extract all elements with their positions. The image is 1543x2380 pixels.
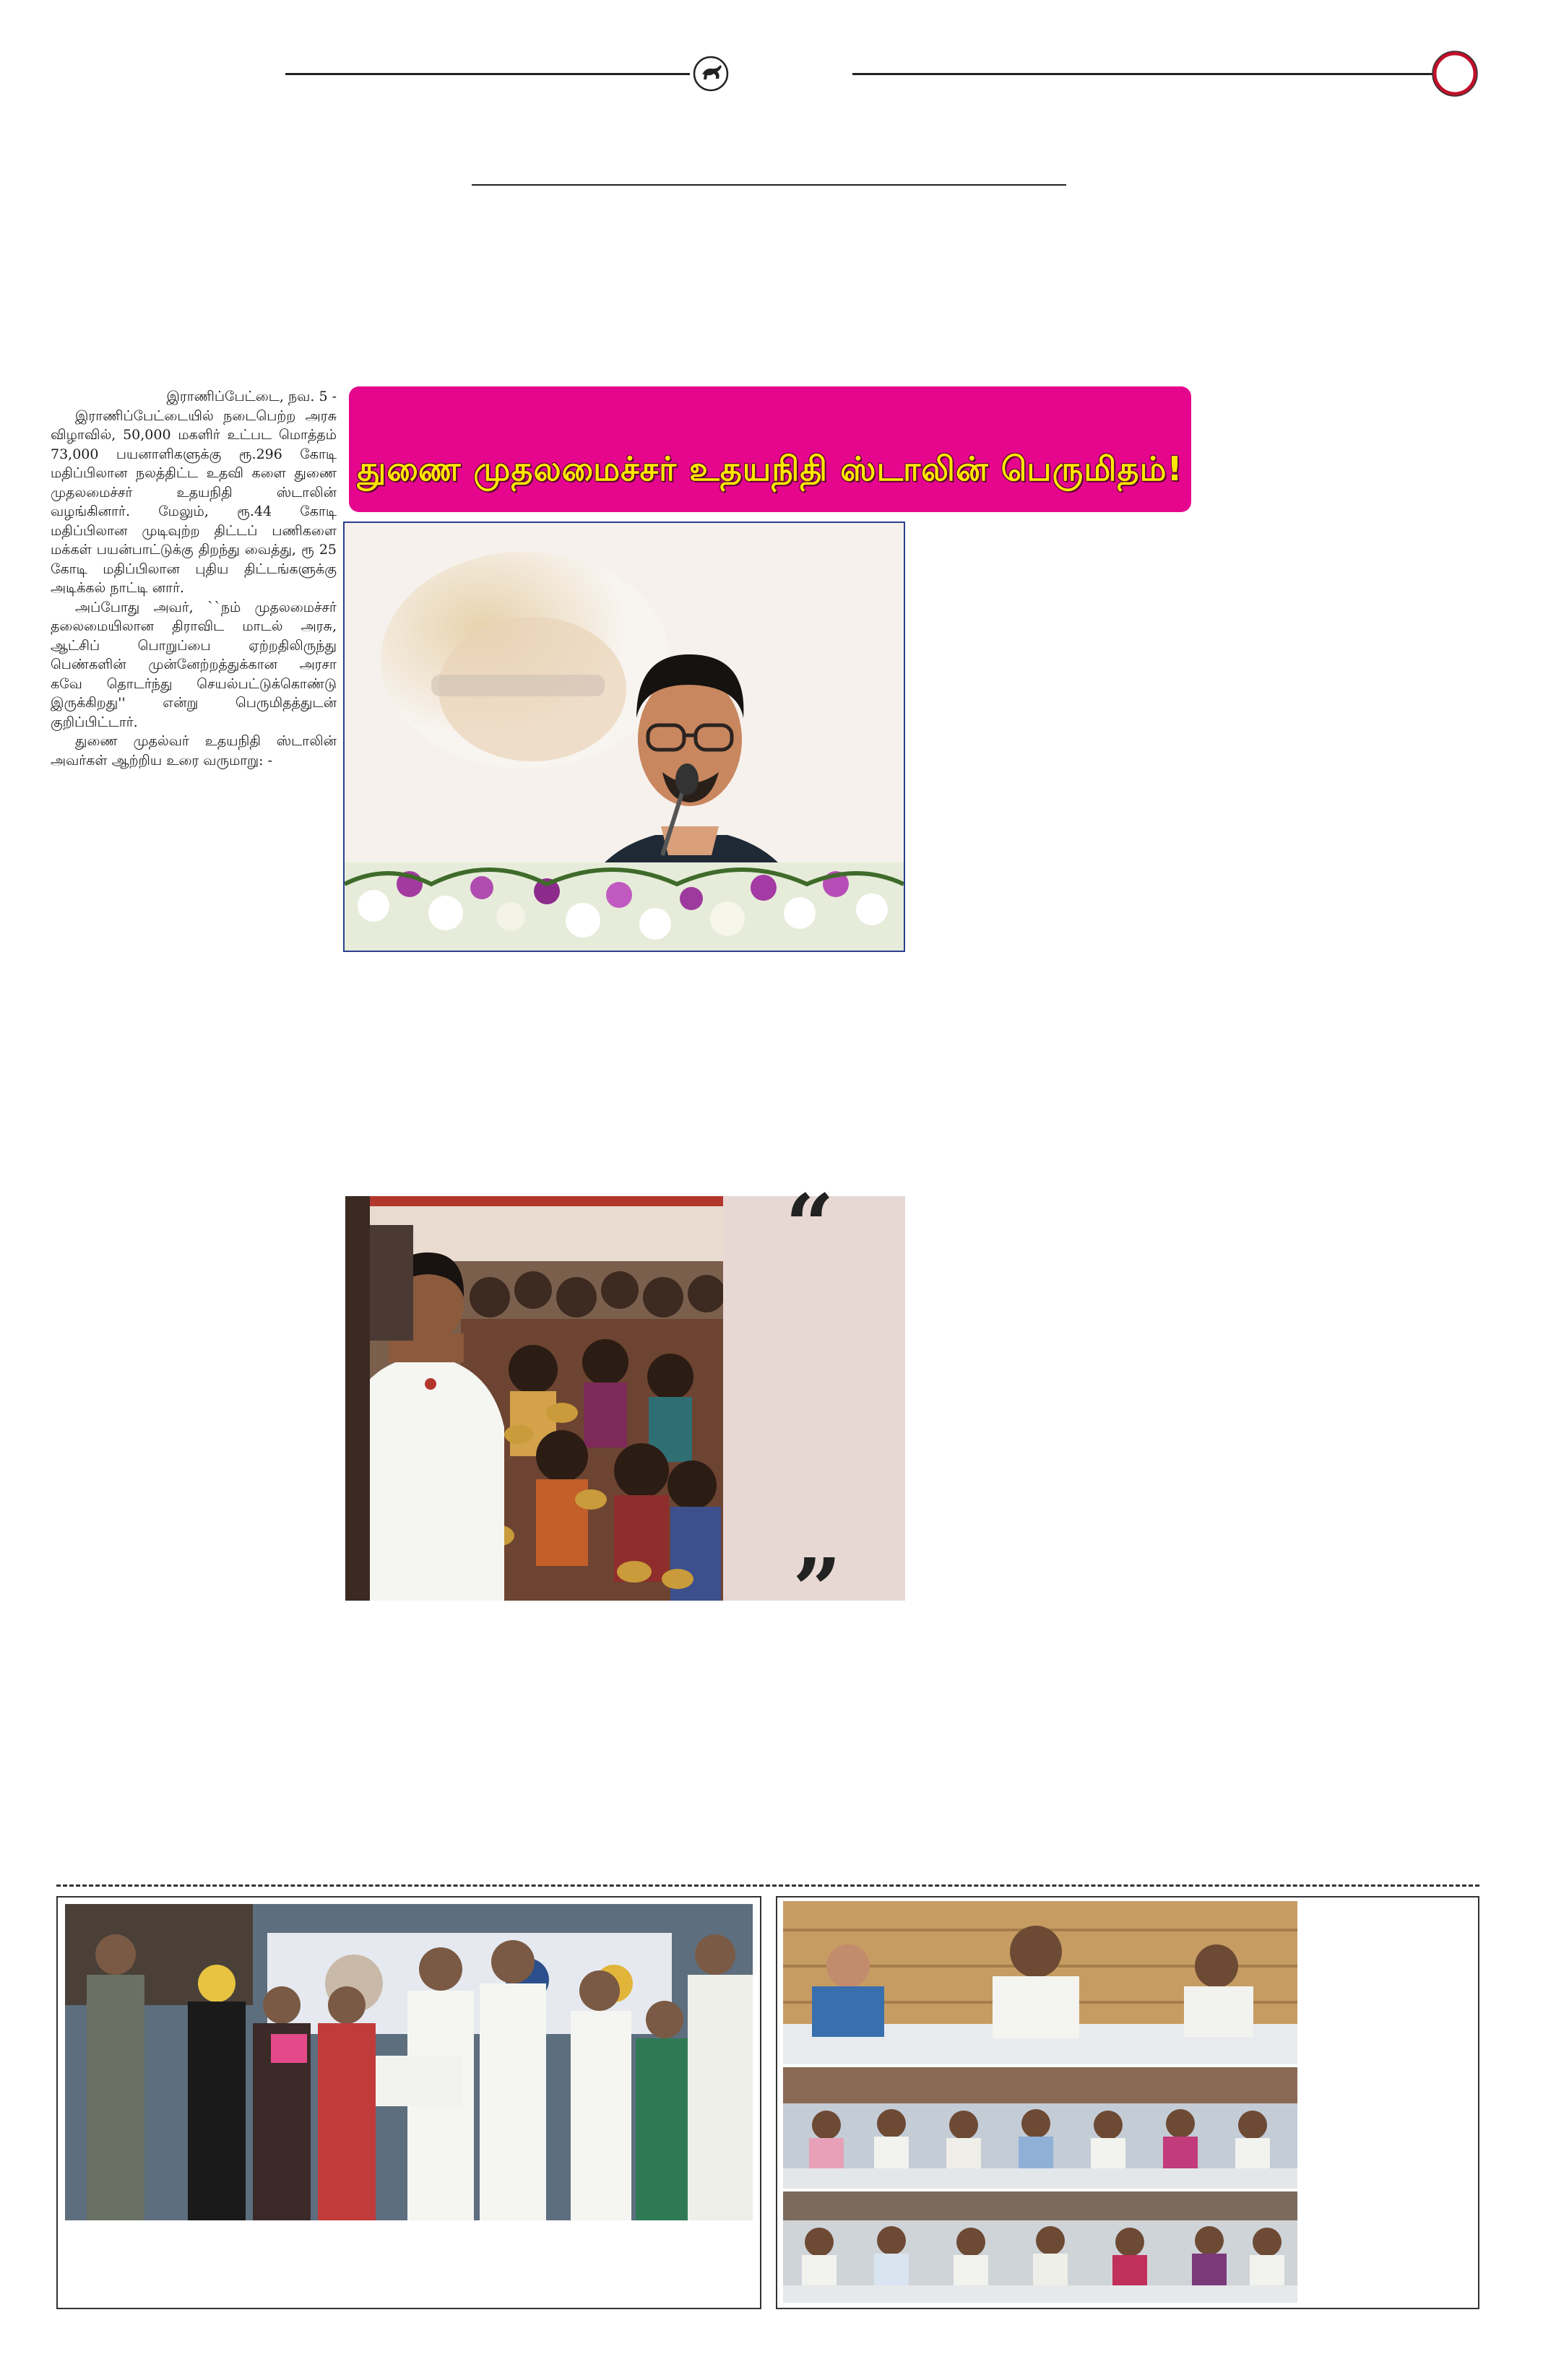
meeting-photo-top (783, 1901, 1297, 2064)
article-body (51, 387, 337, 770)
masthead-rule-left (285, 73, 690, 75)
article-dateline: இராணிப்பேட்டை, நவ. 5 - (166, 389, 337, 404)
article-paragraph: துணை முதல்வர் உதயநிதி ஸ்டாலின் அவர்கள் ஆற்றிய உரை வருமாறு: - (51, 733, 337, 769)
bull-emblem-icon (692, 55, 730, 92)
section-divider (56, 1884, 1479, 1887)
pull-quote-panel (723, 1175, 905, 1640)
page-number-badge (1432, 51, 1478, 97)
ceremony-photo (65, 1904, 753, 2220)
speaker-photo (343, 522, 905, 952)
meeting-photo-bottom (783, 2191, 1297, 2303)
section-rule (472, 184, 1066, 186)
close-quote-icon: ” (792, 1539, 842, 1640)
crowd-photo (345, 1196, 723, 1601)
headline-text: துணை முதலமைச்சர் உதயநிதி ஸ்டாலின் பெருமிதம்! (357, 449, 1183, 488)
article-paragraph: அப்போது அவர், ``நம் முதலமைச்சர் தலைமையிலான திராவிட மாடல் அரசு, ஆட்சிப் பொறுப்பை ஏற்றதிலிருந்து பெண்களின் முன்னேற்றத்துக்கான அரசா கவே தொடர்ந்து செயல்பட்டுக்கொண்டு இருக்கிறது'' என்று பெருமிதத்துடன் குறிப்பிட்டார். (51, 599, 337, 730)
article-paragraph: இராணிப்பேட்டையில் நடைபெற்ற அரசு விழாவில், 50,000 மகளிர் உட்பட மொத்தம் 73,000 பயனாளிகளுக்கு ரூ.296 கோடி மதிப்பிலான நலத்திட்ட உதவி களை துணை முதலமைச்சர் உதயநிதி ஸ்டாலின் வழங்கினார். மேலும், ரூ.44 கோடி மதிப்பிலான முடிவுற்ற திட்டப் பணிகளை மக்கள் பயன்பாட்டுக்கு திறந்து வைத்து, ரூ 25 கோடி மதிப்பிலான புதிய திட்டங்களுக்கு அடிக்கல் நாட்டி னார். (51, 407, 337, 596)
masthead-rule-right (852, 73, 1438, 75)
open-quote-icon: “ (785, 1175, 834, 1276)
meeting-photo-middle (783, 2067, 1297, 2189)
headline-banner (349, 386, 1191, 512)
